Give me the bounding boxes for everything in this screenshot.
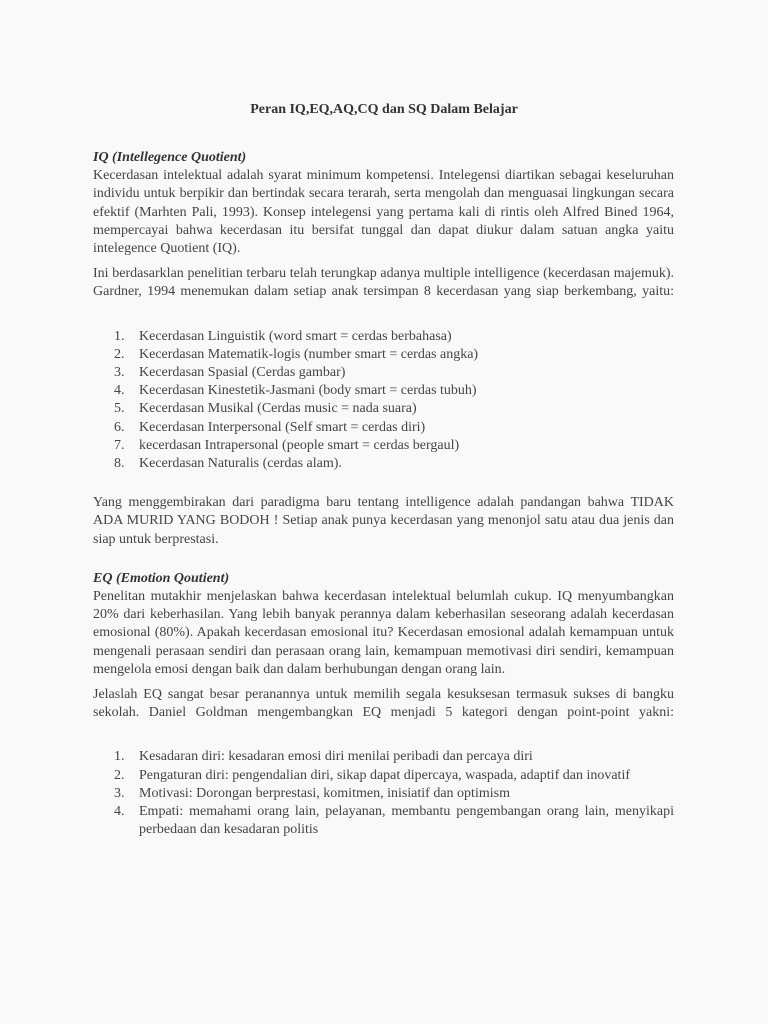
list-item-text: Kecerdasan Musikal (Cerdas music = nada suara) <box>139 401 417 417</box>
list-item-text: Kecerdasan Linguistik (word smart = cerdas berbahasa) <box>139 328 452 344</box>
list-item <box>93 767 674 785</box>
list-number: 6. <box>114 419 125 435</box>
list-item-text: Kecerdasan Interpersonal (Self smart = cerdas diri) <box>139 419 426 435</box>
list-item-text: Motivasi: Dorongan berprestasi, komitmen, inisiatif dan optimism <box>139 785 510 801</box>
iq-heading: IQ (Intellegence Quotient) <box>93 150 247 165</box>
list-item-text: Kecerdasan Kinestetik-Jasmani (body smart = cerdas tubuh) <box>139 383 477 399</box>
list-number: 3. <box>114 785 125 801</box>
list-item <box>93 328 674 346</box>
list-item-text: Kecerdasan Spasial (Cerdas gambar) <box>139 365 346 381</box>
eq-category-list <box>93 748 674 839</box>
list-item <box>93 785 674 803</box>
page-title: Peran IQ,EQ,AQ,CQ dan SQ Dalam Belajar <box>250 102 518 117</box>
list-number: 4. <box>114 383 125 399</box>
list-number: 5. <box>114 401 125 417</box>
iq-intelligence-list <box>93 328 674 474</box>
list-item <box>93 437 674 455</box>
document-body <box>93 149 674 840</box>
list-item <box>93 803 674 839</box>
list-item-text: Kesadaran diri: kesadaran emosi diri menilai peribadi dan percaya diri <box>139 749 533 765</box>
iq-paragraph-1: Kecerdasan intelektual adalah syarat minimum kompetensi. Intelegensi diartikan sebagai keseluruhan individu untuk berpikir dan bertindak secara terarah, serta mengolah dan menguasai lingkungan secara efektif (Marhten Pali, 1993). Konsep intelegensi yang pertama kali di rintis oleh Alfred Bined 1964, mempercayai bahwa kecerdasan itu bersifat tunggal dan dapat diukur dalam satuan angka yaitu intelegence Quotient (IQ). <box>93 168 674 257</box>
list-number: 1. <box>114 749 125 765</box>
list-number: 1. <box>114 328 125 344</box>
list-item-text: kecerdasan Intrapersonal (people smart = cerdas bergaul) <box>139 437 460 453</box>
iq-paragraph-2: Ini berdasarklan penelitian terbaru telah terungkap adanya multiple intelligence (kecerdasan majemuk). Gardner, 1994 menemukan dalam setiap anak tersimpan 8 kecerdasan yang siap berkembang, yaitu: <box>93 266 674 300</box>
list-number: 4. <box>114 804 125 820</box>
list-item <box>93 346 674 364</box>
list-item <box>93 748 674 766</box>
iq-paragraph-3: Yang menggembirakan dari paradigma baru tentang intelligence adalah pandangan bahwa TIDAK ADA MURID YANG BODOH ! Setiap anak punya kecerdasan yang menonjol satu atau dua jenis dan siap untuk berprestasi. <box>93 495 674 547</box>
list-item-text: Pengaturan diri: pengendalian diri, sikap dapat dipercaya, waspada, adaptif dan inovatif <box>139 767 630 783</box>
list-number: 7. <box>114 437 125 453</box>
eq-paragraph-1: Penelitan mutakhir menjelaskan bahwa kecerdasan intelektual belumlah cukup. IQ menyumbangkan 20% dari keberhasilan. Yang lebih banyak perannya dalam keberhasilan seseorang adalah kecerdasan emosional (80%). Apakah kecerdasan emosional itu? Kecerdasan emosional adalah kemampuan untuk mengenali perasaan sendiri dan perasaan orang lain, kemampuan memotivasi diri sendiri, kemampuan mengelola emosi dengan baik dan dalam berhubungan dengan orang lain. <box>93 589 674 677</box>
list-item <box>93 400 674 418</box>
list-number: 3. <box>114 365 125 381</box>
list-item <box>93 382 674 400</box>
list-item-text: Empati: memahami orang lain, pelayanan, membantu pengembangan orang lain, menyikapi perbedaan dan kesadaran politis <box>139 804 674 838</box>
list-number: 8. <box>114 456 125 472</box>
eq-heading: EQ (Emotion Qoutient) <box>93 570 230 586</box>
eq-paragraph-2: Jelaslah EQ sangat besar peranannya untuk memilih segala kesuksesan termasuk sukses di bangku sekolah. Daniel Goldman mengembangkan EQ menjadi 5 kategori dengan point-point yakni: <box>93 687 674 721</box>
list-item <box>93 455 674 473</box>
list-item <box>93 364 674 382</box>
list-number: 2. <box>114 767 125 783</box>
list-item <box>93 419 674 437</box>
list-item-text: Kecerdasan Matematik-logis (number smart = cerdas angka) <box>139 346 479 362</box>
list-item-text: Kecerdasan Naturalis (cerdas alam). <box>139 456 342 472</box>
list-number: 2. <box>114 346 125 362</box>
